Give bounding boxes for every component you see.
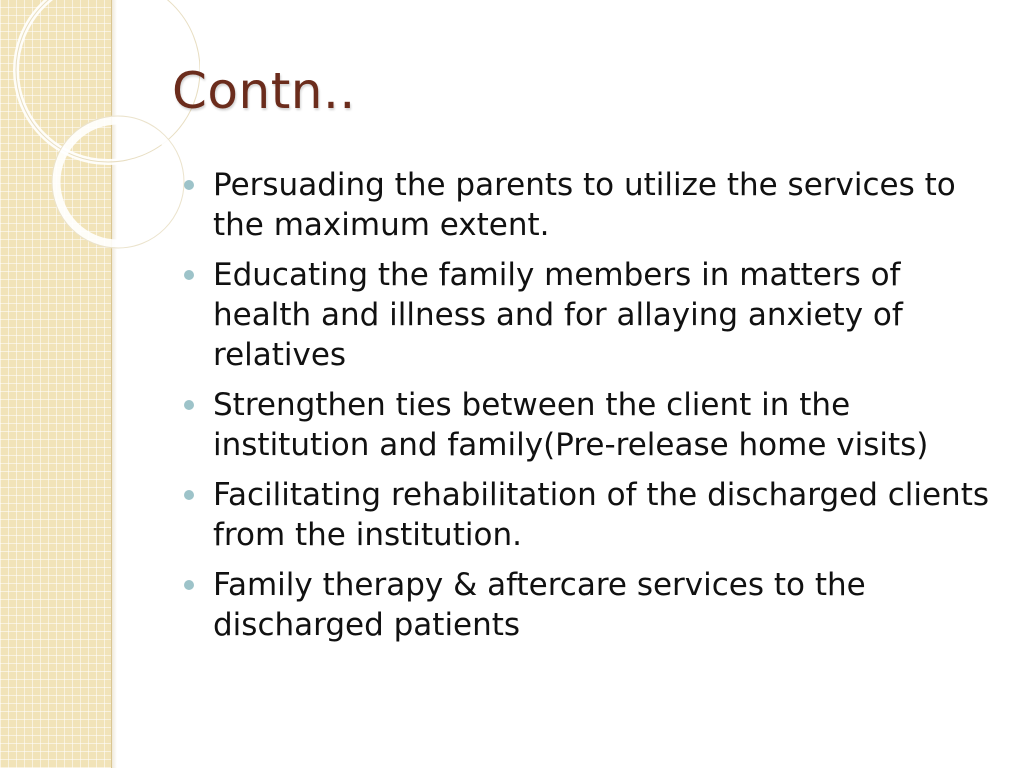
bullet-item	[184, 565, 999, 645]
decorative-side-strip	[0, 0, 112, 768]
bullet-item	[184, 475, 999, 555]
bullet-text: Persuading the parents to utilize the services to the maximum extent.	[213, 167, 956, 243]
bullet-item	[184, 385, 999, 465]
bullet-dot-icon	[184, 400, 194, 410]
bullet-item	[184, 165, 999, 245]
bullet-list	[184, 165, 999, 655]
bullet-dot-icon	[184, 270, 194, 280]
slide-title: Contn..	[172, 62, 356, 120]
bullet-dot-icon	[184, 580, 194, 590]
bullet-dot-icon	[184, 490, 194, 500]
bullet-text: Educating the family members in matters of health and illness and for allaying anxiety of relatives	[213, 257, 903, 373]
bullet-text: Family therapy & aftercare services to the discharged patients	[213, 567, 866, 643]
bullet-dot-icon	[184, 180, 194, 190]
bullet-text: Facilitating rehabilitation of the discharged clients from the institution.	[213, 477, 990, 553]
bullet-text: Strengthen ties between the client in the institution and family(Pre-release home visits)	[213, 387, 929, 463]
bullet-item	[184, 255, 999, 375]
